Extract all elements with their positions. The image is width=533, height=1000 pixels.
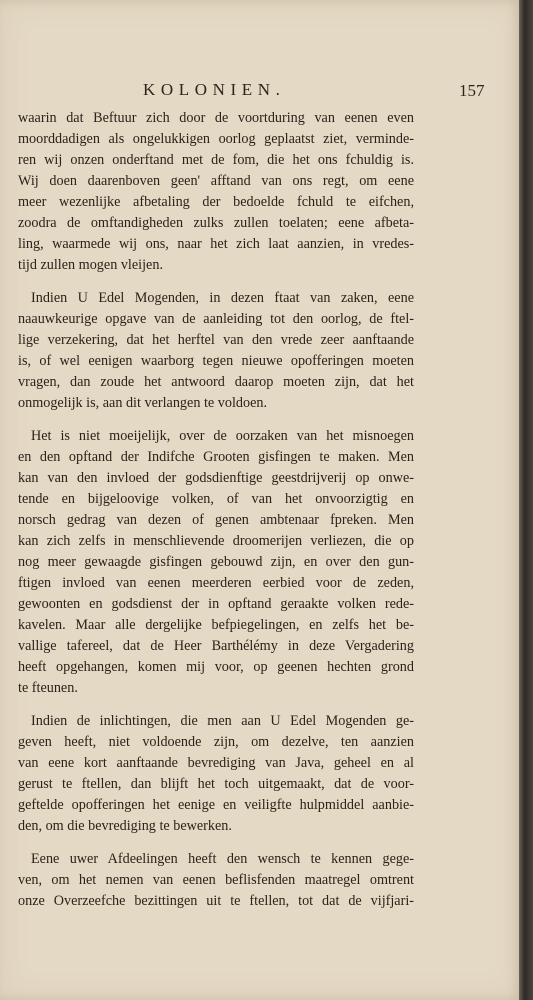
text-line: waarin dat Beftuur zich door de voortduring van eenen even bbox=[18, 110, 414, 126]
paragraph-2 bbox=[18, 288, 414, 414]
text-line: vragen, dan zoude het antwoord daarop moeten zijn, dat het bbox=[18, 374, 414, 390]
text-line: en den opftand der Indifche Grooten gisfingen te maken. Men bbox=[18, 449, 414, 465]
text-line: lige verzekering, dat het herftel van den vrede zeer aanftaande bbox=[18, 332, 414, 348]
text-line: gewoonten en godsdienst der in opftand geraakte volken rede- bbox=[18, 596, 414, 612]
page-header bbox=[0, 78, 522, 104]
text-line: geven heeft, niet voldoende zijn, om dezelve, ten aanzien bbox=[18, 734, 414, 750]
text-line: ren wij onzen onderftand met de fom, die het ons fchuldig is. bbox=[18, 152, 414, 168]
text-line: meer wezenlijke afbetaling der bedoelde fchuld te eifchen, bbox=[18, 194, 414, 210]
paragraph-1 bbox=[18, 108, 414, 276]
text-line: norsch gedrag van dezen of genen ambtenaar fpreken. Men bbox=[18, 512, 414, 528]
paragraph-4 bbox=[18, 711, 414, 837]
paragraph-5 bbox=[18, 849, 414, 912]
text-line: Wij doen daarenboven geen' afftand van ons regt, om eene bbox=[18, 173, 414, 189]
text-line: moorddadigen als ongelukkigen oorlog geplaatst ziet, verminde- bbox=[18, 131, 414, 147]
text-line: Het is niet moeijelijk, over de oorzaken van het misnoegen bbox=[31, 428, 414, 444]
page-number: 157 bbox=[459, 81, 485, 100]
text-line: ftigen invloed van eenen meerderen eerbied voor de zeden, bbox=[18, 575, 414, 591]
text-line: gerust te ftellen, dan blijft het toch uitgemaakt, dat de voor- bbox=[18, 776, 414, 792]
text-line: Eene uwer Afdeelingen heeft den wensch te kennen gege- bbox=[31, 851, 414, 867]
body-text bbox=[18, 108, 414, 924]
text-line: kan zich zelfs in menschlievende droomerijen verliezen, die op bbox=[18, 533, 414, 549]
text-line: tijd zullen mogen vleijen. bbox=[18, 257, 163, 273]
text-line: kavelen. Maar alle dergelijke befpiegelingen, en zelfs het be- bbox=[18, 617, 414, 633]
text-line: is, of wel eenigen waarborg tegen nieuwe opofferingen moeten bbox=[18, 353, 414, 369]
text-line: te fteunen. bbox=[18, 680, 78, 696]
text-line: ven, om het nemen van eenen beflisfenden maatregel omtrent bbox=[18, 872, 414, 888]
text-line: onze Overzeefche bezittingen uit te ftellen, tot dat de vijfjari- bbox=[18, 893, 414, 909]
paragraph-3 bbox=[18, 426, 414, 699]
text-line: Indien U Edel Mogenden, in dezen ftaat van zaken, eene bbox=[31, 290, 414, 306]
running-title: KOLONIEN. bbox=[143, 80, 286, 99]
text-line: naauwkeurige opgave van de aanleiding tot den oorlog, de ftel- bbox=[18, 311, 414, 327]
text-line: geftelde opofferingen het eenige en veiligfte hulpmiddel aanbie- bbox=[18, 797, 414, 813]
text-line: tende en bijgeloovige volken, of van het onvoorzigtig en bbox=[18, 491, 414, 507]
text-line: kan van den invloed der godsdienftige geestdrijverij op onwe- bbox=[18, 470, 414, 486]
text-line: onmogelijk is, aan dit verlangen te voldoen. bbox=[18, 395, 268, 411]
text-line: vallige tafereel, dat de Heer Barthélémy in deze Vergadering bbox=[18, 638, 414, 654]
text-line: van eene kort aanftaande bevrediging van Java, geheel en al bbox=[18, 755, 414, 771]
text-line: Indien de inlichtingen, die men aan U Edel Mogenden ge- bbox=[31, 713, 414, 729]
text-line: den, om die bevrediging te bewerken. bbox=[18, 818, 232, 834]
book-spine-edge bbox=[519, 0, 533, 1000]
text-line: zoodra de omftandigheden zulks zullen toelaten; eene afbeta- bbox=[18, 215, 414, 231]
text-line: heeft opgehangen, komen mij voor, op geenen hechten grond bbox=[18, 659, 414, 675]
text-line: nog meer gewaagde gisfingen gebouwd zijn, en over den gun- bbox=[18, 554, 414, 570]
text-line: ling, waarmede wij ons, naar het zich laat aanzien, in vredes- bbox=[18, 236, 414, 252]
